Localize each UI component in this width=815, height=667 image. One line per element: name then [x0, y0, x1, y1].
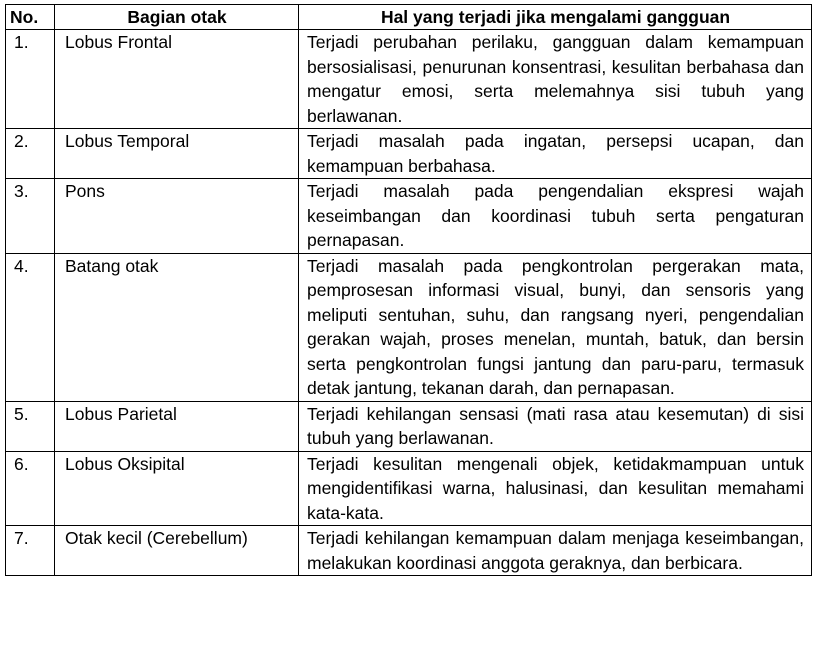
- row-brain-part: Lobus Temporal: [55, 129, 299, 179]
- row-brain-part: Lobus Frontal: [55, 30, 299, 129]
- row-effect: Terjadi kesulitan mengenali objek, ketidakmampuan untuk mengidentifikasi warna, halusinasi, dan kesulitan memahami kata-kata.: [299, 451, 812, 526]
- table-row: [6, 129, 812, 179]
- row-number: 4.: [6, 253, 55, 401]
- row-effect: Terjadi kehilangan kemampuan dalam menjaga keseimbangan, melakukan koordinasi anggota geraknya, dan berbicara.: [299, 526, 812, 576]
- row-number: 2.: [6, 129, 55, 179]
- row-number: 6.: [6, 451, 55, 526]
- brain-parts-table: [5, 4, 812, 576]
- row-brain-part: Otak kecil (Cerebellum): [55, 526, 299, 576]
- row-effect: Terjadi kehilangan sensasi (mati rasa atau kesemutan) di sisi tubuh yang berlawanan.: [299, 401, 812, 451]
- header-brain-part: Bagian otak: [55, 5, 299, 30]
- row-effect: Terjadi masalah pada pengendalian ekspresi wajah keseimbangan dan koordinasi tubuh serta pengaturan pernapasan.: [299, 179, 812, 254]
- row-brain-part: Batang otak: [55, 253, 299, 401]
- table-row: [6, 451, 812, 526]
- table-row: [6, 30, 812, 129]
- table-row: [6, 253, 812, 401]
- row-number: 1.: [6, 30, 55, 129]
- table-row: [6, 401, 812, 451]
- row-effect: Terjadi perubahan perilaku, gangguan dalam kemampuan bersosialisasi, penurunan konsentrasi, kesulitan berbahasa dan mengatur emosi, serta melemahnya sisi tubuh yang berlawanan.: [299, 30, 812, 129]
- row-effect: Terjadi masalah pada pengkontrolan pergerakan mata, pemprosesan informasi visual, bunyi, dan sensoris yang meliputi sentuhan, suhu, dan rangsang nyeri, pengendalian gerakan wajah, proses menelan, muntah, batuk, dan bersin serta pengkontrolan fungsi jantung dan paru-paru, termasuk detak jantung, tekanan darah, dan pernapasan.: [299, 253, 812, 401]
- row-number: 7.: [6, 526, 55, 576]
- row-brain-part: Lobus Parietal: [55, 401, 299, 451]
- row-brain-part: Lobus Oksipital: [55, 451, 299, 526]
- table-header-row: [6, 5, 812, 30]
- table-row: [6, 179, 812, 254]
- row-effect: Terjadi masalah pada ingatan, persepsi ucapan, dan kemampuan berbahasa.: [299, 129, 812, 179]
- header-no: No.: [6, 5, 55, 30]
- table-row: [6, 526, 812, 576]
- row-number: 3.: [6, 179, 55, 254]
- row-number: 5.: [6, 401, 55, 451]
- row-brain-part: Pons: [55, 179, 299, 254]
- header-effect: Hal yang terjadi jika mengalami gangguan: [299, 5, 812, 30]
